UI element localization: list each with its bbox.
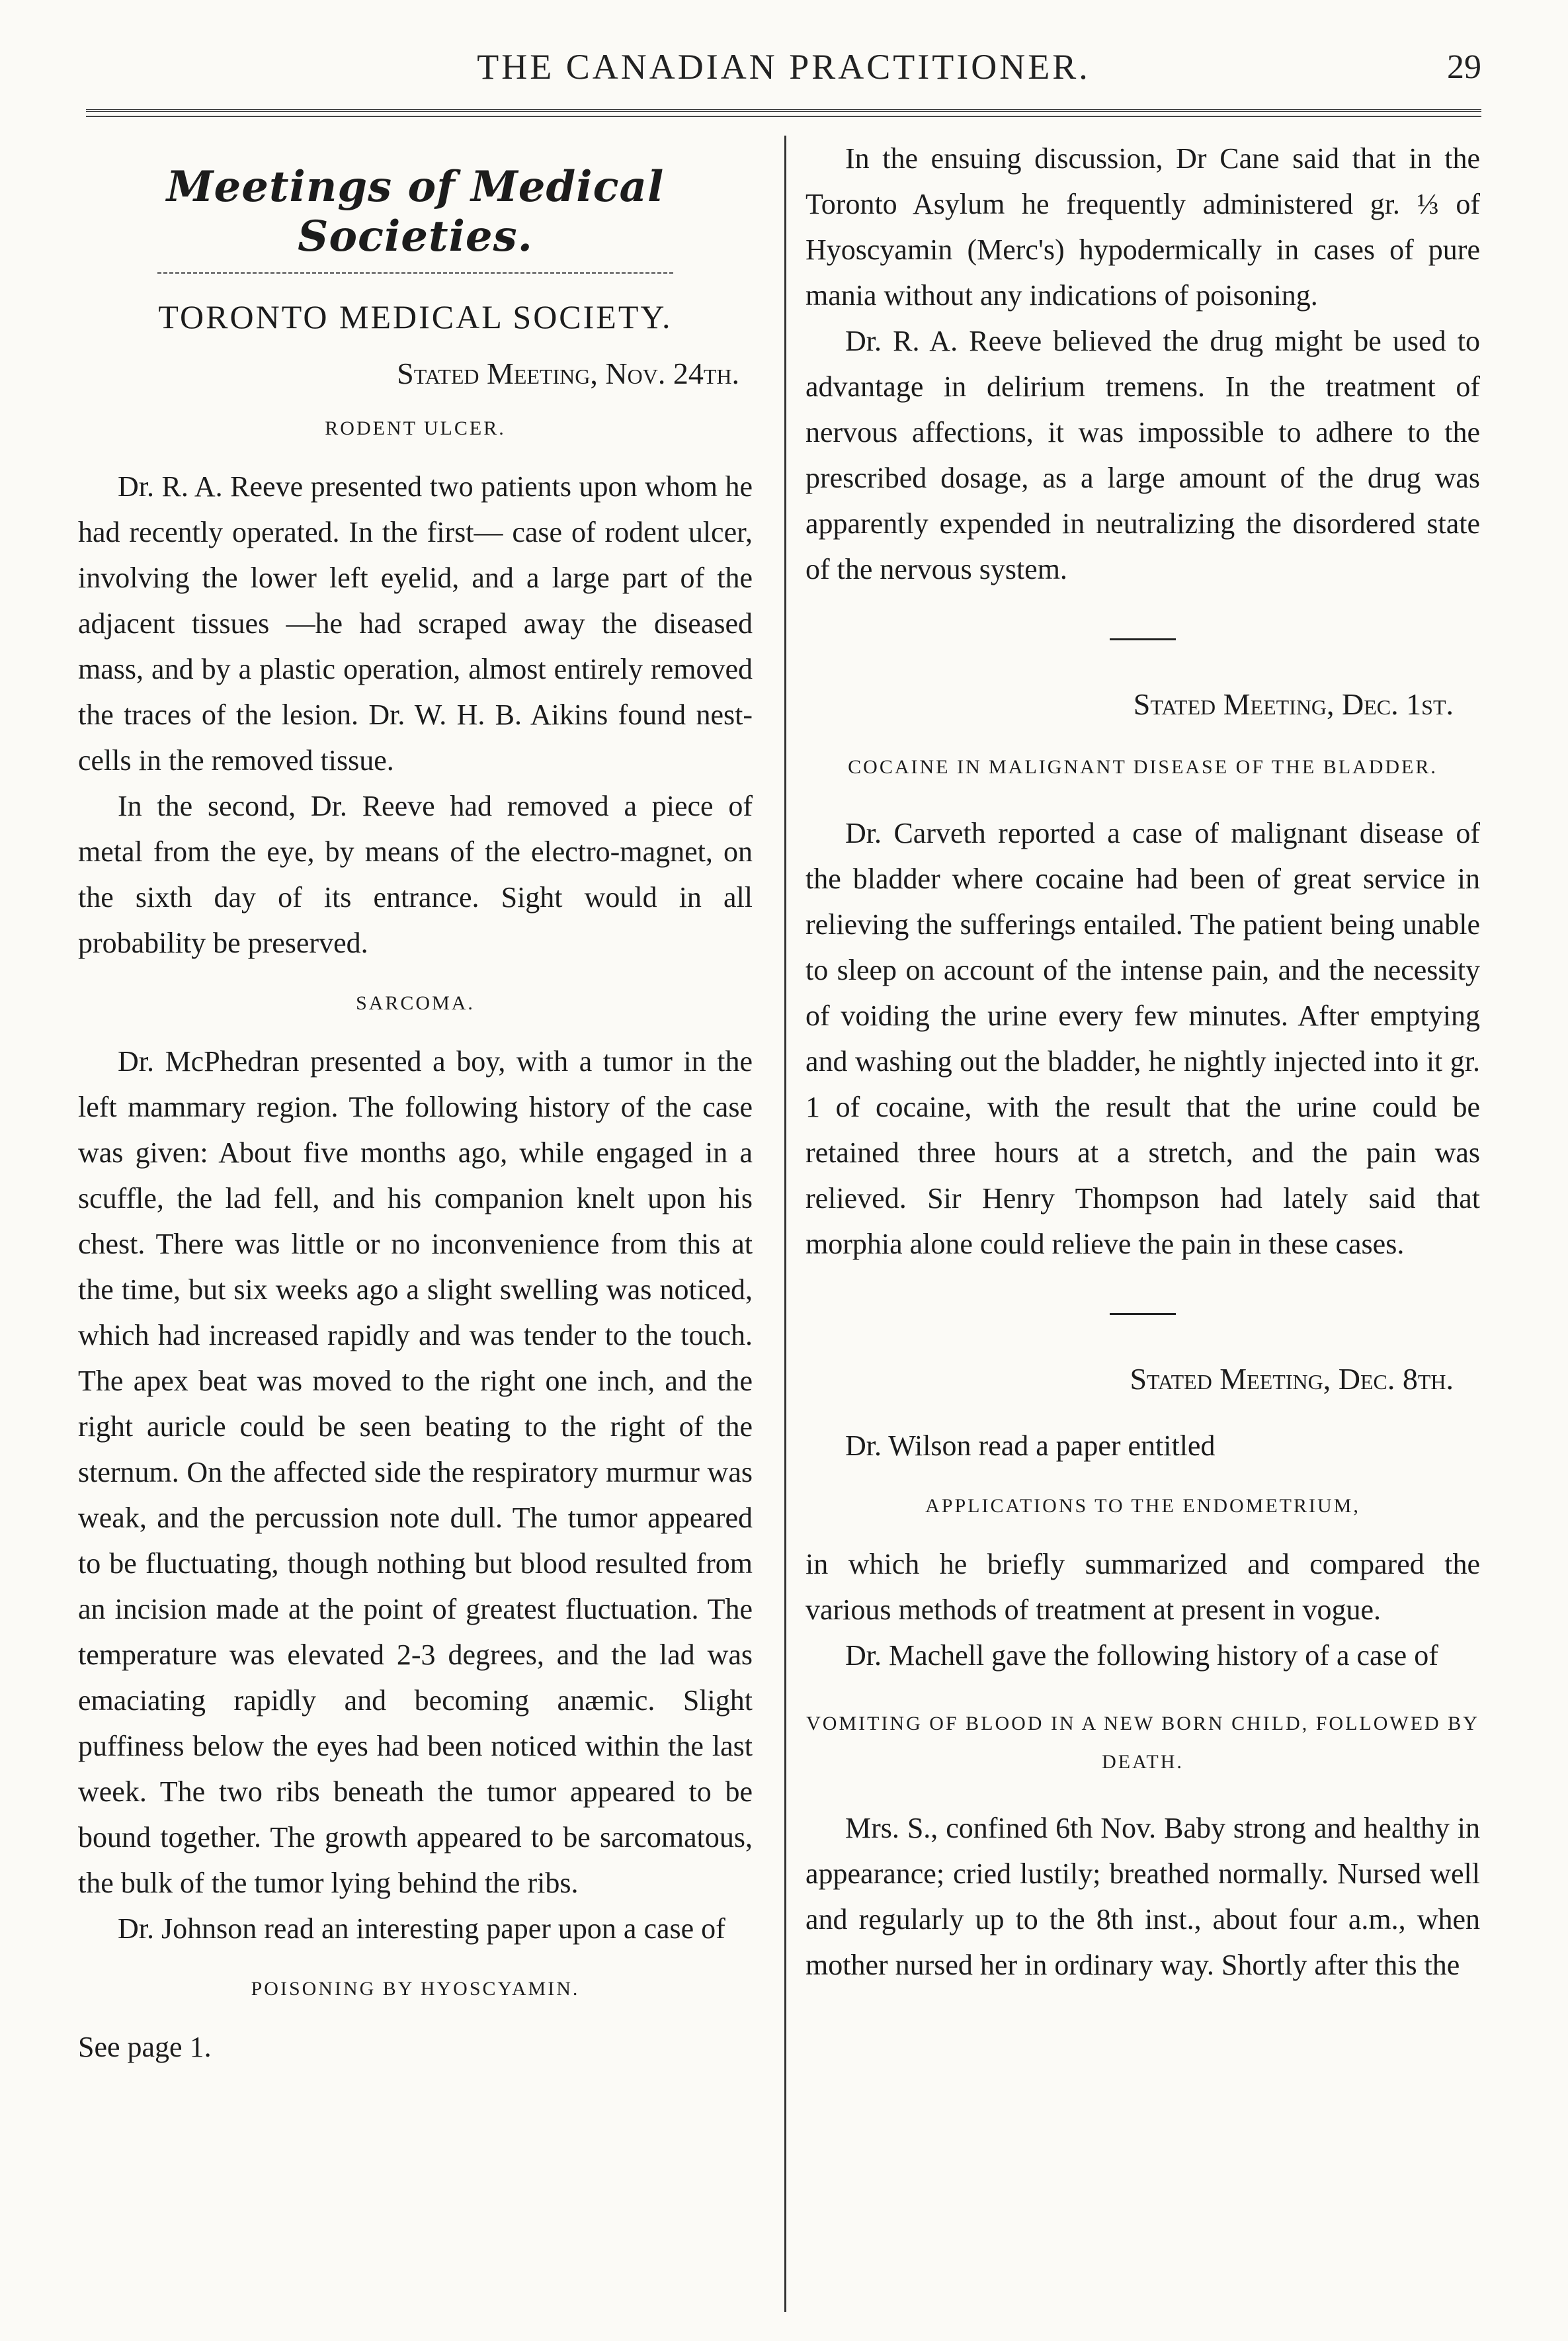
- section-title: Meetings of Medical Societies.: [166, 162, 665, 261]
- column-divider: [784, 136, 786, 2312]
- paragraph-machell: Dr. Machell gave the following history of a case of: [845, 1639, 1438, 1672]
- subhead-hyoscyamin: POISONING BY HYOSCYAMIN.: [251, 1978, 580, 2000]
- journal-title: THE CANADIAN PRACTITIONER.: [477, 47, 1091, 87]
- subhead-rodent-ulcer: RODENT ULCER.: [325, 417, 506, 439]
- page-number: 29: [1447, 48, 1481, 86]
- meeting-heading-dec-8: Stated Meeting, Dec. 8th.: [1130, 1362, 1454, 1396]
- subhead-endometrium: APPLICATIONS TO THE ENDOMETRIUM,: [925, 1495, 1360, 1517]
- meeting-heading-nov-24: Stated Meeting, Nov. 24th.: [397, 357, 739, 390]
- left-column: [78, 136, 753, 2070]
- paragraph-wilson: Dr. Wilson read a paper entitled: [845, 1429, 1216, 1462]
- subhead-cocaine: COCAINE IN MALIGNANT DISEASE OF THE BLADDER.: [848, 756, 1438, 778]
- paragraph-johnson: Dr. Johnson read an interesting paper upon a case of: [118, 1912, 725, 1945]
- subhead-vomiting: VOMITING OF BLOOD IN A NEW BORN CHILD, FOLLOWED BY DEATH.: [806, 1713, 1479, 1773]
- paragraph-carveth: Dr. Carveth reported a case of malignant disease of the bladder where cocaine had been of great service in relieving the sufferings entailed. The patient being unable to sleep on account of the intense pain, and the necessity of voiding the urine every few minutes. After emptying and washing out the bladder, he nightly injected into it gr. 1 of cocaine, with the result that the urine could be retained three hours at a stretch, and the pain was relieved. Sir Henry Thompson had lately said that morphia alone could relieve the pain in these cases.: [805, 817, 1480, 1260]
- paragraph-rodent-ulcer-2: In the second, Dr. Reeve had removed a piece of metal from the eye, by means of the electro-magnet, on the sixth day of its entrance. Sight would in all probability be preserved.: [78, 790, 753, 959]
- meeting-heading-dec-1: Stated Meeting, Dec. 1st.: [1133, 687, 1454, 721]
- divider-rule-2: [1110, 1313, 1176, 1315]
- see-page-reference: See page 1.: [78, 2031, 212, 2063]
- right-column: [805, 136, 1480, 1988]
- paragraph-rodent-ulcer-1: Dr. R. A. Reeve presented two patients upon whom he had recently operated. In the first— case of rodent ulcer, involving the lower left eyelid, and a large part of the adjacent tissues —he had scraped away the diseased mass, and by a plastic operation, almost entirely removed the traces of the lesion. Dr. W. H. B. Aikins found nest-cells in the removed tissue.: [78, 470, 753, 777]
- paragraph-sarcoma: Dr. McPhedran presented a boy, with a tumor in the left mammary region. The following history of the case was given: About five months ago, while engaged in a scuffle, the lad fell, and his companion knelt upon his chest. There was little or no inconvenience from this at the time, but six weeks ago a slight swelling was noticed, which had increased rapidly and was tender to the touch. The apex beat was moved to the right one inch, and the right auricle could be seen beating to the right of the sternum. On the affected side the respiratory murmur was weak, and the percussion note dull. The tumor appeared to be fluctuating, though nothing but blood resulted from an incision made at the point of greatest fluctuation. The temperature was elevated 2-3 degrees, and the lad was emaciating rapidly and becoming anæmic. Slight puffiness below the eyes had been noticed within the last week. The two ribs beneath the tumor appeared to be bound together. The growth appeared to be sarcomatous, the bulk of the tumor lying behind the ribs.: [78, 1045, 753, 1899]
- society-name: TORONTO MEDICAL SOCIETY.: [158, 298, 673, 335]
- paragraph-reeve: Dr. R. A. Reeve believed the drug might be used to advantage in delirium tremens. In the treatment of nervous affections, it was impossible to adhere to the prescribed dosage, as a large amount of the drug was apparently expended in neutralizing the disordered state of the nervous system.: [805, 325, 1480, 585]
- paragraph-mrs-s: Mrs. S., confined 6th Nov. Baby strong and healthy in appearance; cried lustily; breathed normally. Nursed well and regularly up to the 8th inst., about four a.m., when mother nursed her in ordinary way. Shortly after this the: [805, 1812, 1480, 1981]
- header-rule: [86, 109, 1481, 117]
- paragraph-wilson-continued: in which he briefly summarized and compared the various methods of treatment at present in vogue.: [805, 1548, 1480, 1626]
- page-header: [86, 40, 1481, 99]
- subhead-sarcoma: SARCOMA.: [356, 992, 475, 1014]
- divider-rule-1: [1110, 638, 1176, 640]
- section-dash-rule: [157, 272, 673, 274]
- paragraph-discussion: In the ensuing discussion, Dr Cane said that in the Toronto Asylum he frequently administered gr. ⅓ of Hyoscyamin (Merc's) hypodermically in cases of pure mania without any indications of poisoning.: [805, 142, 1480, 312]
